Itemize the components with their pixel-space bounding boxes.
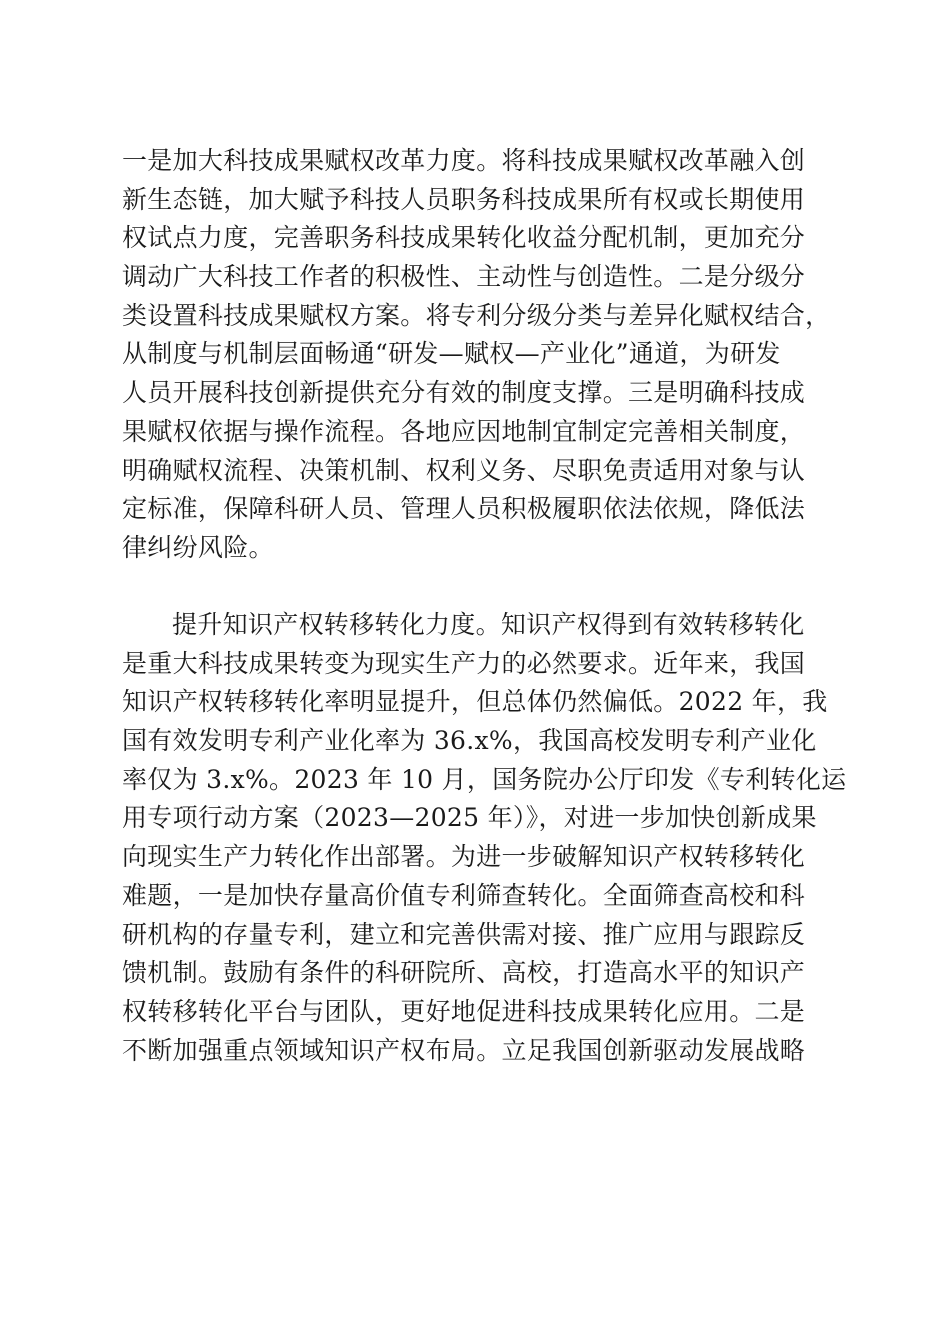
- text-line: 难题，一是加快存量高价值专利筛查转化。全面筛查高校和科: [122, 880, 806, 910]
- text-line: 率仅为 3.x%。2023 年 10 月，国务院办公厅印发《专利转化运: [122, 764, 847, 794]
- text-line: 从制度与机制层面畅通“研发—赋权—产业化”通道，为研发: [122, 339, 781, 369]
- text-line: 果赋权依据与操作流程。各地应因地制宜制定完善相关制度，: [122, 416, 806, 446]
- text-line: 研机构的存量专利，建立和完善供需对接、推广应用与跟踪反: [122, 919, 806, 949]
- text-line: 国有效发明专利产业化率为 36.x%，我国高校发明专利产业化: [122, 726, 817, 756]
- text-line: 向现实生产力转化作出部署。为进一步破解知识产权转移转化: [122, 842, 806, 872]
- text-line: 人员开展科技创新提供充分有效的制度支撑。三是明确科技成: [122, 378, 806, 408]
- text-line: 知识产权转移转化率明显提升，但总体仍然偏低。2022 年，我: [122, 687, 828, 717]
- paragraph-ip-rights-reform: [122, 142, 838, 568]
- text-line: 提升知识产权转移转化力度。知识产权得到有效转移转化: [172, 610, 805, 639]
- text-line: 调动广大科技工作者的积极性、主动性与创造性。二是分级分: [122, 262, 806, 292]
- text-line: 馈机制。鼓励有条件的科研院所、高校，打造高水平的知识产: [122, 958, 806, 988]
- text-line: 一是加大科技成果赋权改革力度。将科技成果赋权改革融入创: [122, 146, 806, 175]
- text-line: 是重大科技成果转变为现实生产力的必然要求。近年来，我国: [122, 648, 806, 678]
- text-line: 类设置科技成果赋权方案。将专利分级分类与差异化赋权结合，: [122, 300, 831, 330]
- text-line: 权试点力度，完善职务科技成果转化收益分配机制，更加充分: [122, 223, 806, 253]
- text-line: 新生态链，加大赋予科技人员职务科技成果所有权或长期使用: [122, 184, 806, 214]
- text-line: 权转移转化平台与团队，更好地促进科技成果转化应用。二是: [122, 996, 806, 1026]
- paragraph-ip-transfer: [122, 606, 847, 1070]
- text-line: 定标准，保障科研人员、管理人员积极履职依法依规，降低法: [122, 494, 806, 524]
- text-line: 律纠纷风险。: [122, 532, 274, 562]
- text-line: 用专项行动方案（2023—2025 年）》，对进一步加快创新成果: [122, 803, 817, 833]
- text-line: 明确赋权流程、决策机制、权利义务、尽职免责适用对象与认: [122, 455, 806, 485]
- text-line: 不断加强重点领域知识产权布局。立足我国创新驱动发展战略: [122, 1035, 806, 1065]
